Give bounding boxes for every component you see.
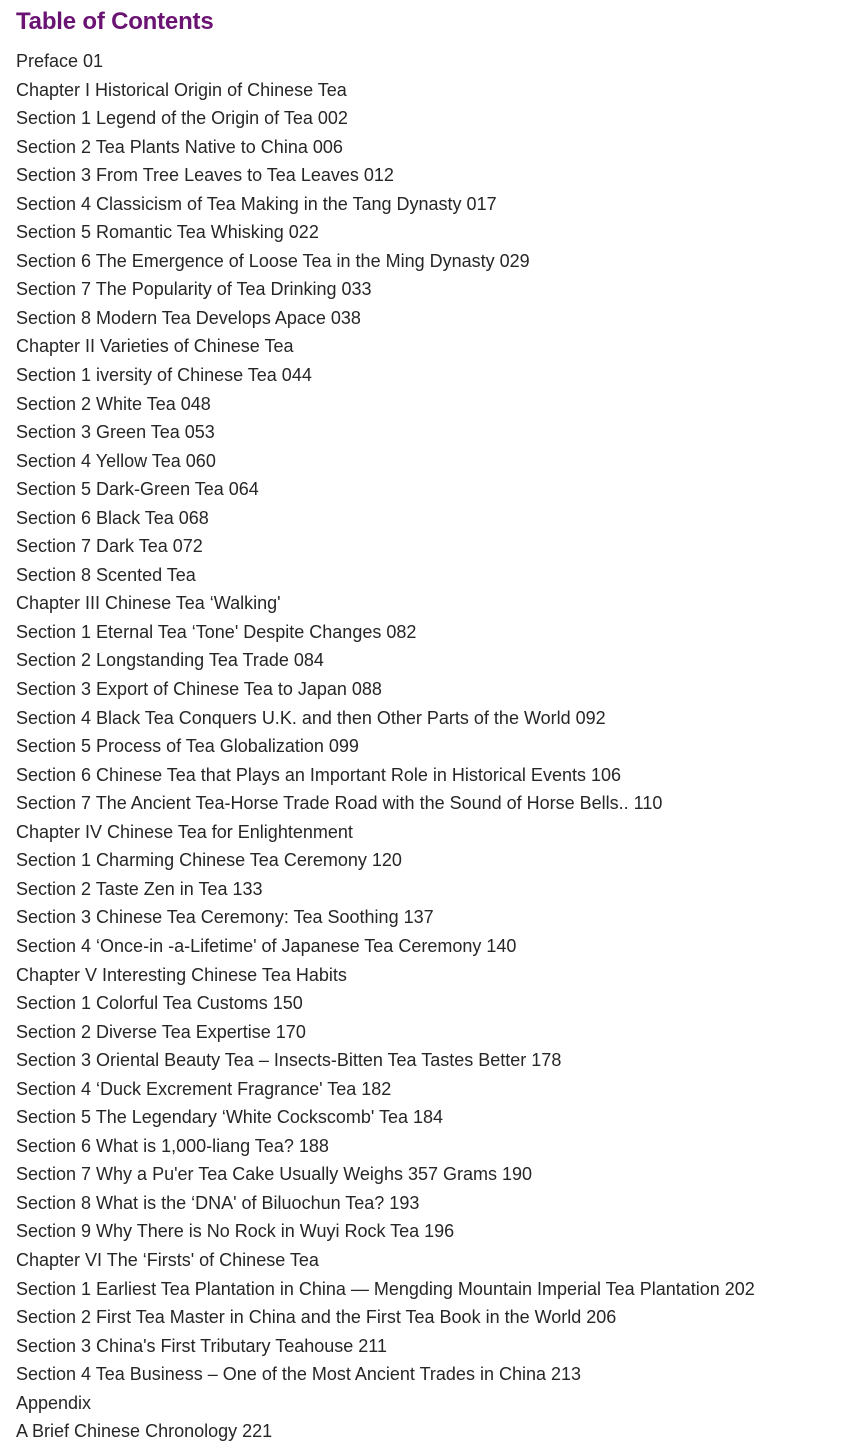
toc-section-entry: Section 1 Eternal Tea ‘Tone' Despite Changes 082 — [16, 621, 417, 642]
toc-section-entry: Section 4 ‘Duck Excrement Fragrance' Tea 182 — [16, 1078, 392, 1099]
toc-chapter-heading: Chapter V Interesting Chinese Tea Habits — [16, 964, 347, 985]
toc-section-entry: Section 4 Tea Business – One of the Most Ancient Trades in China 213 — [16, 1364, 582, 1385]
toc-section-entry: Section 6 What is 1,000-liang Tea? 188 — [16, 1135, 329, 1156]
toc-section-entry: Section 7 The Popularity of Tea Drinking 033 — [16, 279, 372, 300]
toc-section-entry: Section 2 Taste Zen in Tea 133 — [16, 878, 263, 899]
toc-section-entry: Section 1 Earliest Tea Plantation in China — Mengding Mountain Imperial Tea Plantation 202 — [16, 1278, 755, 1299]
toc-section-entry: Section 3 Oriental Beauty Tea – Insects-Bitten Tea Tastes Better 178 — [16, 1050, 562, 1071]
toc-section-entry: Section 3 China's First Tributary Teahouse 211 — [16, 1335, 387, 1356]
toc-section-entry: Section 3 Export of Chinese Tea to Japan 088 — [16, 679, 382, 700]
toc-section-entry: Section 6 Black Tea 068 — [16, 507, 209, 528]
toc-title: Table of Contents — [16, 8, 214, 35]
toc-section-entry: Section 3 Green Tea 053 — [16, 422, 215, 443]
toc-section-entry: Section 6 Chinese Tea that Plays an Important Role in Historical Events 106 — [16, 764, 621, 785]
toc-section-entry: Section 4 Classicism of Tea Making in the Tang Dynasty 017 — [16, 193, 497, 214]
toc-section-entry: Section 1 Colorful Tea Customs 150 — [16, 993, 303, 1014]
toc-section-entry: Section 7 Why a Pu'er Tea Cake Usually Weighs 357 Grams 190 — [16, 1164, 533, 1185]
toc-section-entry: Section 1 Legend of the Origin of Tea 002 — [16, 108, 348, 129]
toc-section-entry: Section 5 The Legendary ‘White Cockscomb' Tea 184 — [16, 1107, 444, 1128]
toc-chapter-heading: Chapter II Varieties of Chinese Tea — [16, 336, 294, 357]
toc-section-entry: Section 8 Modern Tea Develops Apace 038 — [16, 307, 361, 328]
toc-section-entry: Section 5 Dark-Green Tea 064 — [16, 479, 259, 500]
toc-section-entry: Section 7 The Ancient Tea-Horse Trade Road with the Sound of Horse Bells.. 110 — [16, 793, 663, 814]
toc-chapter-heading: Chapter IV Chinese Tea for Enlightenment — [16, 821, 353, 842]
toc-chapter-heading: Chapter I Historical Origin of Chinese Tea — [16, 79, 347, 100]
toc-section-entry: Section 3 Chinese Tea Ceremony: Tea Soothing 137 — [16, 907, 434, 928]
toc-chapter-heading: Chapter VI The ‘Firsts' of Chinese Tea — [16, 1249, 319, 1270]
toc-section-entry: Section 1 Charming Chinese Tea Ceremony 120 — [16, 850, 402, 871]
toc-entry: Preface 01 — [16, 51, 104, 71]
toc-entry: Appendix — [16, 1392, 92, 1413]
toc-section-entry: Section 2 White Tea 048 — [16, 393, 211, 414]
toc-section-entry: Section 2 Diverse Tea Expertise 170 — [16, 1021, 306, 1042]
toc-section-entry: Section 7 Dark Tea 072 — [16, 536, 203, 557]
toc-chapter-heading: Chapter III Chinese Tea ‘Walking' — [16, 593, 281, 614]
toc-section-entry: Section 9 Why There is No Rock in Wuyi Rock Tea 196 — [16, 1221, 455, 1242]
toc-section-entry: Section 1 iversity of Chinese Tea 044 — [16, 365, 312, 386]
toc-section-entry: Section 4 Yellow Tea 060 — [16, 450, 216, 471]
toc-section-entry: Section 2 First Tea Master in China and the First Tea Book in the World 206 — [16, 1307, 617, 1328]
toc-section-entry: Section 4 Black Tea Conquers U.K. and then Other Parts of the World 092 — [16, 707, 606, 728]
toc-section-entry: Section 5 Process of Tea Globalization 099 — [16, 736, 359, 757]
toc-section-entry: Section 4 ‘Once-in -a-Lifetime' of Japanese Tea Ceremony 140 — [16, 935, 517, 956]
toc-section-entry: Section 8 Scented Tea — [16, 564, 196, 585]
toc-section-entry: Section 2 Tea Plants Native to China 006 — [16, 136, 343, 157]
toc-section-entry: Section 3 From Tree Leaves to Tea Leaves 012 — [16, 165, 394, 186]
toc-section-entry: Section 2 Longstanding Tea Trade 084 — [16, 650, 324, 671]
toc-list — [16, 47, 852, 1446]
toc-entry: A Brief Chinese Chronology 221 — [16, 1421, 273, 1442]
toc-section-entry: Section 6 The Emergence of Loose Tea in the Ming Dynasty 029 — [16, 250, 530, 271]
toc-section-entry: Section 8 What is the ‘DNA' of Biluochun Tea? 193 — [16, 1192, 420, 1213]
toc-section-entry: Section 5 Romantic Tea Whisking 022 — [16, 222, 319, 243]
